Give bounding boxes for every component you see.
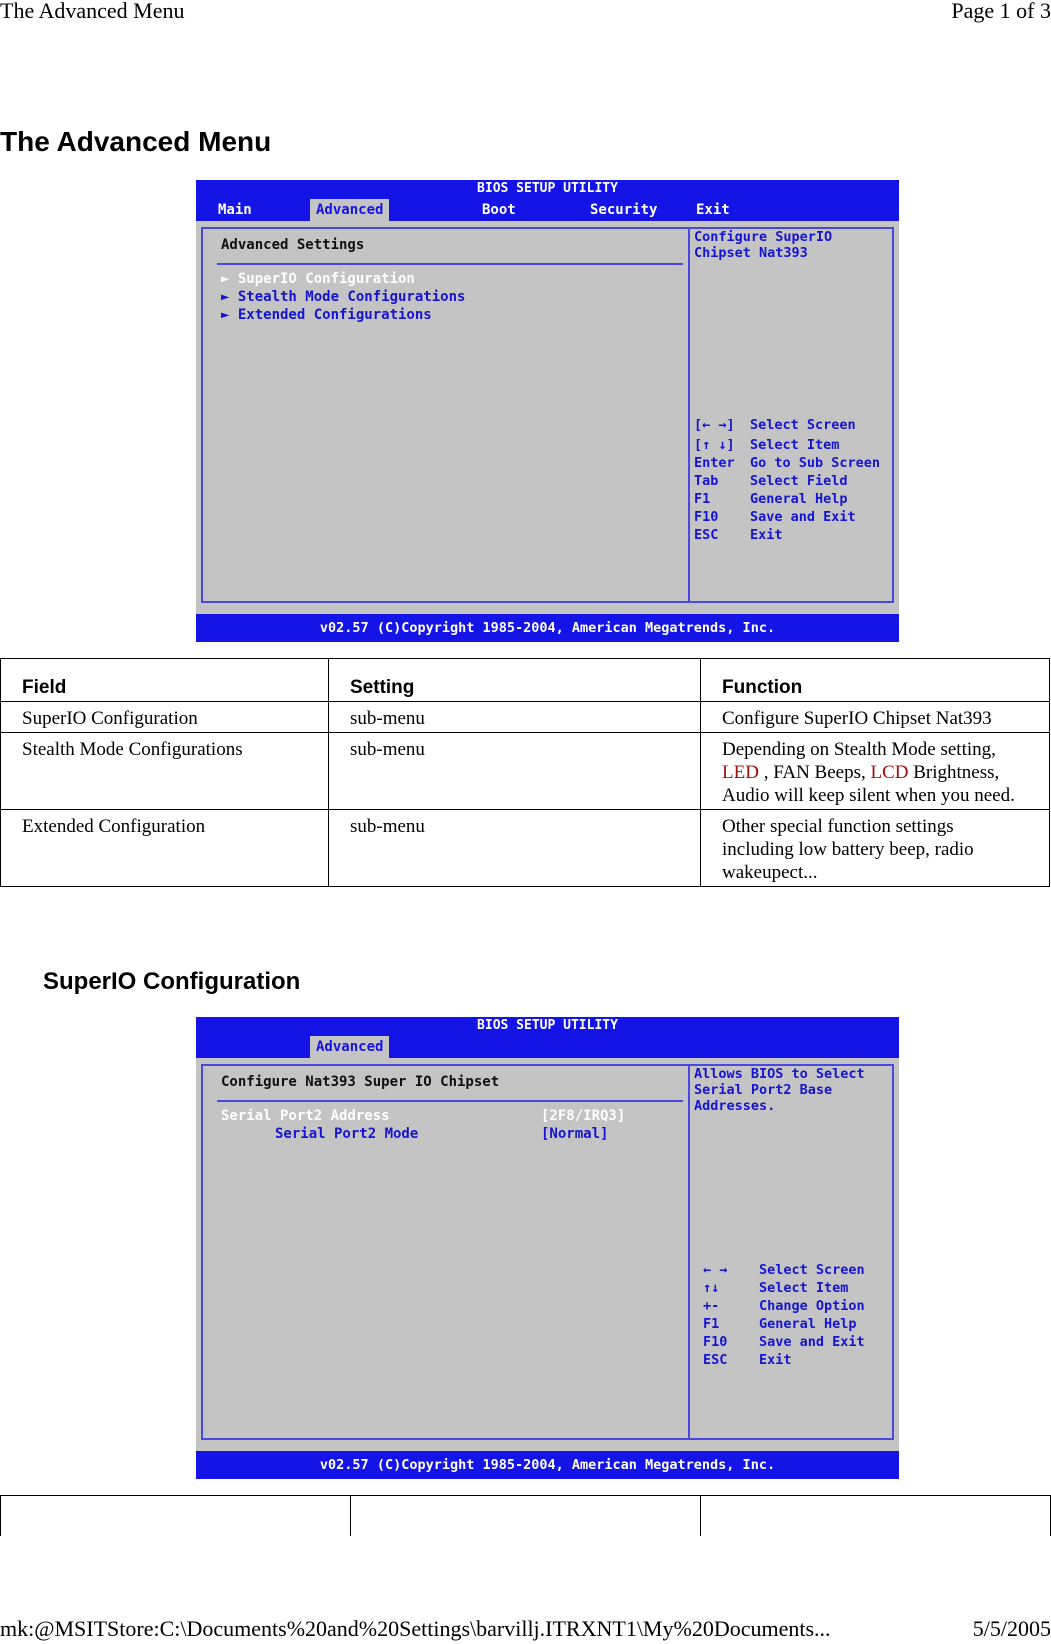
- column-divider: [350, 1496, 351, 1536]
- key-row: F1 General Help: [703, 1316, 857, 1332]
- led-link[interactable]: LED: [722, 762, 759, 783]
- field-cell: Stealth Mode Configurations: [1, 733, 329, 810]
- bios-help-text: Configure SuperIO Chipset Nat393: [694, 229, 833, 261]
- bios-screenshot-advanced: [196, 180, 899, 642]
- footer-url: mk:@MSITStore:C:\Documents%20and%20Settings\barvillj.ITRXNT1\My%20Documents...: [0, 1616, 831, 1641]
- key-row: [↑ ↓] Select Item: [694, 437, 840, 453]
- bios-item-serial-port2-address: Serial Port2 Address [2F8/IRQ3]: [221, 1108, 626, 1124]
- bios-title-bar: BIOS SETUP UTILITY: [196, 1017, 899, 1034]
- key-row: ↑↓ Select Item: [703, 1280, 849, 1296]
- bios-item-value: [2F8/IRQ3]: [541, 1108, 626, 1124]
- key-row: ESC Exit: [694, 527, 783, 543]
- function-cell: Other special function settings including low battery beep, radio wakeupect...: [701, 810, 1050, 887]
- bios-left-pane: [203, 1066, 690, 1438]
- lcd-link[interactable]: LCD: [870, 762, 909, 783]
- table-row: [1, 733, 1050, 810]
- key-row: +- Change Option: [703, 1298, 865, 1314]
- bios-item-serial-port2-mode: Serial Port2 Mode [Normal]: [275, 1126, 609, 1142]
- setting-cell: sub-menu: [329, 733, 701, 810]
- page-header: [0, 0, 1051, 28]
- bios-tab-boot: Boot: [482, 202, 516, 218]
- table-row: [1, 702, 1050, 733]
- column-header: Function: [701, 659, 1050, 702]
- column-header: Setting: [329, 659, 701, 702]
- bios-item-value: [Normal]: [541, 1126, 609, 1142]
- bios-tab-main: Main: [218, 202, 252, 218]
- bios-menu-bar: [196, 1034, 899, 1058]
- header-page-number: Page 1 of 3: [951, 0, 1051, 23]
- field-cell: SuperIO Configuration: [1, 702, 329, 733]
- bios-item-superio: ► SuperIO Configuration: [221, 271, 415, 287]
- bios-tab-exit: Exit: [696, 202, 730, 218]
- function-cell: Configure SuperIO Chipset Nat393: [701, 702, 1050, 733]
- section-heading: SuperIO Configuration: [43, 968, 301, 995]
- field-cell: Extended Configuration: [1, 810, 329, 887]
- setting-cell: sub-menu: [329, 702, 701, 733]
- bios-item-extended: ► Extended Configurations: [221, 307, 432, 323]
- key-row: F10 Save and Exit: [694, 509, 856, 525]
- bios-tab-security: Security: [590, 202, 658, 218]
- key-row: [← →] Select Screen: [694, 417, 856, 433]
- key-row: ESC Exit: [703, 1352, 792, 1368]
- column-header: Field: [1, 659, 329, 702]
- table-row: [1, 810, 1050, 887]
- function-cell: Depending on Stealth Mode setting, LED , FAN Beeps, LCD Brightness, Audio will keep silent when you need.: [701, 733, 1050, 810]
- bios-section-title: Advanced Settings: [221, 237, 365, 253]
- key-row: Tab Select Field: [694, 473, 848, 489]
- key-row: Enter Go to Sub Screen: [694, 455, 881, 471]
- bios-divider: [217, 1100, 683, 1102]
- header-title: The Advanced Menu: [0, 0, 185, 23]
- key-row: ← → Select Screen: [703, 1262, 865, 1278]
- bios-tab-advanced: Advanced: [310, 199, 389, 221]
- field-table: [0, 658, 1050, 887]
- setting-cell: sub-menu: [329, 810, 701, 887]
- table-header-row: [1, 659, 1050, 702]
- bios-left-pane: [203, 229, 690, 601]
- bios-divider: [217, 263, 683, 265]
- footer-date: 5/5/2005: [972, 1616, 1051, 1641]
- bios-footer: v02.57 (C)Copyright 1985-2004, American Megatrends, Inc.: [196, 614, 899, 642]
- bios-footer: v02.57 (C)Copyright 1985-2004, American Megatrends, Inc.: [196, 1451, 899, 1479]
- continued-table: [0, 1495, 1051, 1536]
- key-row: F10 Save and Exit: [703, 1334, 865, 1350]
- key-row: F1 General Help: [694, 491, 848, 507]
- bios-help-text: Allows BIOS to Select Serial Port2 Base Addresses.: [694, 1066, 865, 1114]
- bios-section-title: Configure Nat393 Super IO Chipset: [221, 1074, 500, 1090]
- column-divider: [700, 1496, 701, 1536]
- bios-menu-bar: [196, 197, 899, 221]
- bios-frame: [201, 1064, 894, 1440]
- bios-title-bar: BIOS SETUP UTILITY: [196, 180, 899, 197]
- bios-frame: [201, 227, 894, 603]
- bios-item-stealth: ► Stealth Mode Configurations: [221, 289, 466, 305]
- page-title: The Advanced Menu: [0, 126, 272, 157]
- bios-tab-advanced: Advanced: [310, 1036, 389, 1058]
- page-footer: [0, 1618, 1051, 1642]
- bios-screenshot-superio: [196, 1017, 899, 1479]
